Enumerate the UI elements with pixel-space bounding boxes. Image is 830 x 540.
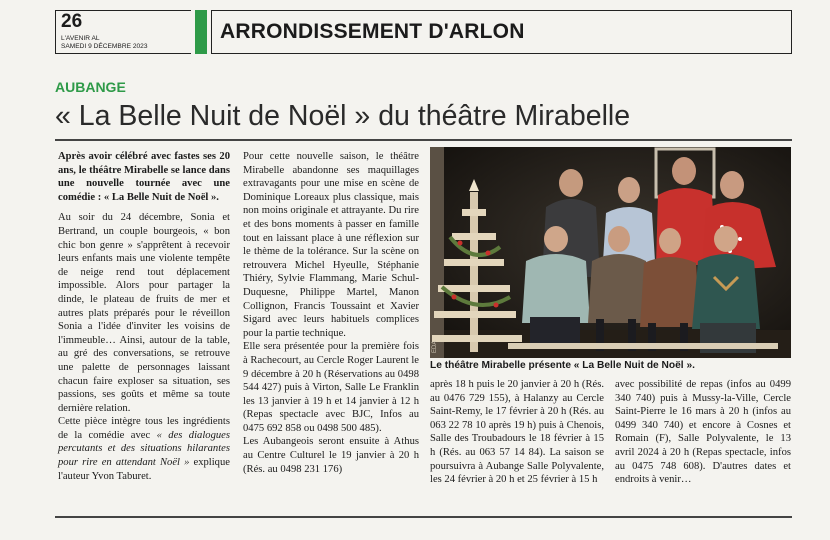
headline-rule (55, 139, 792, 141)
article-kicker: AUBANGE (55, 79, 126, 95)
page-info-box (55, 10, 191, 54)
article-column-1 (58, 150, 230, 483)
photo-credit: EDA (432, 340, 438, 353)
paragraph-3: Pour cette nouvelle saison, le théâtre Mirabelle abandonne ses maquillages extravagants pour une mise en scène de Dominique Loreaux plus classique, mais non moins originale et attrayante. Du rire et des bons moments à passer en famille tout en laissant place à une réflexion sur le thème de la tolérance. Sur la scène on retrouvera Michel Hyeulle, Stéphanie Thiéry, Sylvie Flammang, Marie Schul-Duquesne, Philippe Martel, Manon Collignon, Francis Toussaint et Xavier Sigard avec leurs habituels complices pour la partie technique. (243, 151, 419, 339)
article-headline: « La Belle Nuit de Noël » du théâtre Mirabelle (55, 100, 631, 132)
section-color-bar (195, 10, 207, 54)
article-column-4 (615, 378, 791, 487)
paragraph-2 (58, 415, 230, 483)
article-chapo: Après avoir célébré avec fastes ses 20 ans, le théâtre Mirabelle se lance dans une nouvelle tournée avec une comédie : « La Belle Nuit de Noël ». (58, 151, 230, 203)
photo-caption: Le théâtre Mirabelle présente « La Belle Nuit de Noël ». (430, 360, 695, 371)
section-title: ARRONDISSEMENT D'ARLON (220, 20, 525, 43)
paragraph-4: Elle sera présentée pour la première fois à Rachecourt, au Cercle Roger Laurent le 9 décembre à 20 h (Réservations au 0498 544 427) puis à Virton, Salle Le Franklin les 13 janvier à 19 h et 14 janvier à 12 h (Repas spectacle avec BJC, Infos au 0475 692 858 ou 0498 500 485). (243, 341, 419, 434)
footer-rule (55, 516, 792, 518)
publication-name: L'AVENIR AL (61, 35, 100, 42)
cast-photo (430, 147, 791, 358)
page-header (55, 10, 792, 54)
paragraph-1: Au soir du 24 décembre, Sonia et Bertrand, un couple bourgeois, « bon chic bon genre » s'apprêtent à recevoir leurs enfants mais une violente tempête de neige rend tout déplacement impossible. Alors pour partager la dinde, le plateau de fruits de mer et autres plats préparés pour le réveillon Sonia a l'idée d'inviter les voisins de l'immeuble… Ainsi, autour de la table, au gré des conversations, se retrouve une palette de personnages laissant chacun faire exploser sa situation, ses passions, ses goûts et même sa toute dernière relation. (58, 212, 230, 414)
publication-info (61, 35, 147, 51)
article-column-2 (243, 150, 419, 476)
section-box (211, 10, 792, 54)
paragraph-2-start: Cette pièce intègre tous les ingrédients de la comédie avec (58, 416, 230, 441)
publication-date: SAMEDI 9 DÉCEMBRE 2023 (61, 43, 148, 50)
paragraph-2-end: explique l'auteur Yvon Taburet. (58, 457, 230, 482)
article-column-3 (430, 378, 604, 487)
paragraph-5: Les Aubangeois seront ensuite à Athus au Centre Culturel le 19 janvier à 20 h (Rés. au 0498 231 176) (243, 436, 419, 475)
paragraph-6: après 18 h puis le 20 janvier à 20 h (Rés. au 0476 729 155), à Halanzy au Cercle Saint-Remy, le 17 février à 20 h (Rés. au 063 22 78 10 après 19 h) puis à Chenois, Salle des Troubadours le 18 février à 15 h (Rés. au 063 57 14 84). La saison se poursuivra à Aubange Salle Polyvalente, les 24 février à 20 h et 25 février à 15 h (430, 379, 604, 486)
author-quote: « des dialogues percutants et des situations hilarantes pour rire en attendant Noël » (58, 429, 230, 469)
page-number: 26 (61, 11, 83, 32)
paragraph-7: avec possibilité de repas (infos au 0499 340 740) puis à Mussy-la-Ville, Cercle Saint-Pierre le 16 mars à 20 h (infos au 0499 340 740) et encore à Cosnes et Romain (F), Salle Polyvalente, le 13 avril 2024 à 20 h (Repas spectacle, infos au 0475 748 608). D'autres dates et endroits à venir… (615, 379, 791, 486)
